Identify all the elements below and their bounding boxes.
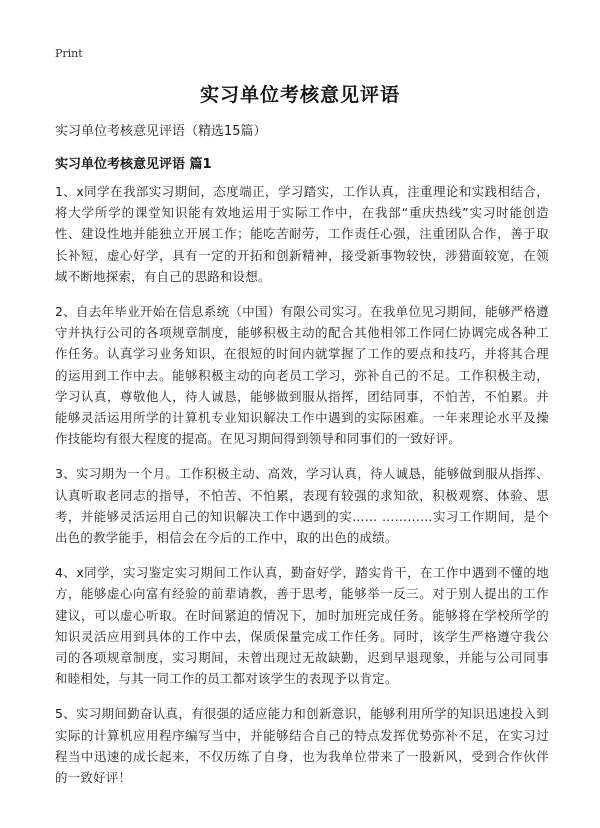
section-heading: 实习单位考核意见评语 篇1 — [55, 157, 212, 172]
document-subtitle: 实习单位考核意见评语（精选15篇） — [55, 124, 267, 139]
paragraph-5: 5、实习期间勤奋认真，有很强的适应能力和创新意识，能够利用所学的知识迅速投入到实际的计算机应用程序编写当中，并能够结合自己的特点发挥优势弥补不足，在实习过程当中迅速的成长起来，不仅历练了自身，也为我单位带来了一股新风，受到合作伙伴的一致好评！ — [55, 706, 549, 786]
document-body — [55, 181, 549, 802]
paragraph-3: 3、实习期为一个月。工作积极主动、高效，学习认真，待人诚恳，能够做到服从指挥、认真听取老同志的指导，不怕苦、不怕累，表现有较强的求知欲，积极观察、体验、思考，并能够灵活运用自己的知识解决工作中遇到的实…… …………实习工作期间，是个出色的教学能手，相信会在今后的工作中，取的出色的成绩。 — [55, 466, 549, 546]
paragraph-1: 1、x同学在我部实习期间，态度端正，学习踏实，工作认真，注重理论和实践相结合，将大学所学的课堂知识能有效地运用于实际工作中，在我部“重庆热线”实习时能创造性、建设性地并能独立开展工作；能吃苦耐劳，工作责任心强，注重团队合作，善于取长补短，虚心好学，具有一定的开拓和创新精神，接受新事物较快，涉猎面较宽，在领域不断地探索，有自己的思路和设想。 — [55, 184, 549, 284]
document-title: 实习单位考核意见评语 — [199, 84, 400, 106]
print-label: Print — [55, 47, 83, 60]
paragraph-2: 2、自去年毕业开始在信息系统（中国）有限公司实习。在我单位见习期间，能够严格遵守并执行公司的各项规章制度，能够积极主动的配合其他相邻工作同仁协调完成各种工作任务。认真学习业务知识，在很短的时间内就掌握了工作的要点和技巧，并将其合理的运用到工作中去。能够积极主动的向老员工学习，弥补自己的不足。工作积极主动，学习认真，尊敬他人，待人诚恳，能够做到服从指挥，团结同事，不怕苦，不怕累。并能够灵活运用所学的计算机专业知识解决工作中遇到的实际困难。一年来理论水平及操作技能均有很大程度的提高。在见习期间得到领导和同事们的一致好评。 — [55, 304, 549, 447]
paragraph-4: 4、x同学，实习鉴定实习期间工作认真，勤奋好学，踏实肯干，在工作中遇到不懂的地方，能够虚心向富有经验的前辈请教，善于思考，能够举一反三。对于别人提出的工作建议，可以虚心听取。在时间紧迫的情况下，加时加班完成任务。能够将在学校所学的知识灵活应用到具体的工作中去，保质保量完成工作任务。同时，该学生严格遵守我公司的各项规章制度，实习期间，未曾出现过无故缺勤，迟到早退现象，并能与公司同事和睦相处，与其一同工作的员工都对该学生的表现予以肯定。 — [55, 565, 549, 687]
